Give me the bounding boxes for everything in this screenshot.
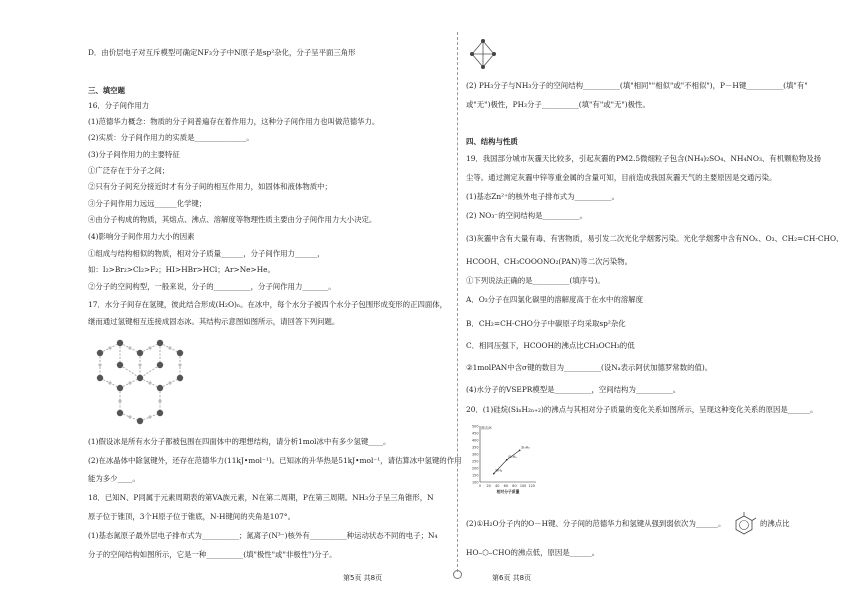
x-tick-label: 60 xyxy=(503,484,509,488)
y-tick-label: 150 xyxy=(472,473,479,478)
option-d: D．由价层电子对互斥模型可确定NF₃分子中N原子是sp²杂化，分子呈平面三角形 xyxy=(88,48,356,57)
q16-line: (3)分子间作用力的主要特征 xyxy=(88,150,180,159)
q16-title: 16．分子间作用力 xyxy=(88,101,150,110)
x-tick-label: 120 xyxy=(528,484,535,488)
q16-line: ②只有分子间充分接近时才有分子间的相互作用力，如固体和液体物质中； xyxy=(88,182,332,191)
x-tick-label: 20 xyxy=(486,484,491,488)
q19-title: 19．我国部分城市灰霾天比较多，引起灰霾的PM2.5微细粒子包含(NH₄)₂SO₄、NH₄NO₃、有机颗粒物及扬 xyxy=(466,154,822,163)
data-label: Si₃H₈ xyxy=(521,445,530,450)
y-tick-label: 100 xyxy=(472,480,479,485)
x-tick-label: 0 xyxy=(478,484,482,488)
q16-line: (2)实质：分子间作用力的实质是______________。 xyxy=(88,133,254,142)
y-tick-label: 500 xyxy=(472,424,479,429)
q19-sub1: (1)基态Zn²⁺的核外电子排布式为__________。 xyxy=(466,192,619,201)
q19-option-b: B．CH₂=CH-CHO分子中碳原子均采取sp²杂化 xyxy=(466,319,626,328)
q19-choice-prompt: ①下列说法正确的是__________(填序号)。 xyxy=(466,276,605,285)
ice-structure-figure xyxy=(90,333,190,425)
data-point xyxy=(519,449,521,451)
n4-molecule-figure xyxy=(468,38,498,70)
y-axis-label: 沸点/K xyxy=(481,426,492,430)
salicylaldehyde-structure-figure xyxy=(731,511,757,537)
data-point xyxy=(506,459,508,461)
x-tick-label: 100 xyxy=(519,484,527,488)
silane-boiling-point-chart xyxy=(464,422,542,502)
y-tick-label: 400 xyxy=(472,438,479,443)
q17-sub2-cont: 能为多少____。 xyxy=(88,474,140,483)
q19-option-c: C．相同压强下，HCOOH的沸点比CH₃OCH₃的低 xyxy=(466,341,635,350)
q19-sub4: (4)水分子的VSEPR模型是__________，空间结构为__________。 xyxy=(466,385,681,394)
y-tick-label: 200 xyxy=(472,466,479,471)
x-tick-label: 80 xyxy=(512,484,517,488)
q16-line: ①组成与结构相似的物质，相对分子质量______，分子间作用力______， xyxy=(88,249,325,258)
x-axis-label: 相对分子质量 xyxy=(496,489,520,494)
y-tick-label: 300 xyxy=(472,452,479,457)
q16-line: (4)影响分子间作用力大小的因素 xyxy=(88,232,195,241)
q18-line: 原子位于锥顶，3个H原子位于锥底，N-H键间的夹角是107°。 xyxy=(88,512,295,521)
q17-line: 继而通过氢键相互连接成固态冰。其结构示意图如图所示，请回答下列问题。 xyxy=(88,317,340,326)
q19-option-a: A．O₃分子在四氯化碳里的溶解度高于在水中的溶解度 xyxy=(466,295,643,304)
q16-line: (1)范德华力概念：物质的分子间普遍存在着作用力，这种分子间作用力也叫做范德华力。 xyxy=(88,117,380,126)
q19-sub3: (3)灰霾中含有大量有毒、有害物质，易引发二次光化学烟雾污染。光化学烟雾中含有NOₓ、O₃、CH₂=CH-CHO、 xyxy=(466,234,844,243)
q19-sub3-cont: HCOOH、CH₃COOONO₂(PAN)等二次污染物。 xyxy=(466,257,633,266)
q20-compare-text: 的沸点比 xyxy=(760,519,790,528)
q18-title: 18．已知N、P同属于元素周期表的第VA族元素，N在第二周期，P在第三周期。NH₃分子呈三角锥形，N xyxy=(88,493,434,502)
y-tick-label: 450 xyxy=(472,431,479,436)
q20-sub2: (2)①H₂O分子内的O－H键、分子间的范德华力和氢键从强到弱依次为______。 xyxy=(466,519,726,528)
q20-reason: HO–⬡–CHO的沸点低，原因是______。 xyxy=(466,548,600,557)
q18-sub2-cont: 或"无")极性，PH₃分子__________(填"有"或"无")极性。 xyxy=(466,100,650,109)
y-tick-label: 250 xyxy=(472,459,479,464)
data-label: SiH₄ xyxy=(495,468,503,473)
data-label: Si₂H₆ xyxy=(508,454,517,459)
section-heading-fill-in: 三、填空题 xyxy=(88,86,125,95)
x-tick-label: 40 xyxy=(495,484,500,488)
section-heading-structure: 四、结构与性质 xyxy=(466,137,518,146)
data-point xyxy=(493,473,495,475)
page-number-left: 第5页 共8页 xyxy=(343,574,383,582)
q16-line: ④由分子构成的物质，其熔点、沸点、溶解度等物理性质主要由分子间作用力大小决定。 xyxy=(88,215,377,224)
q16-line: ②分子的空间构型，一般来说，分子的__________，分子间作用力_______。 xyxy=(88,282,336,291)
q19-line: 尘等。通过测定灰霾中锌等重金属的含量可知，目前造成我国灰霾天气的主要原因是交通污染。 xyxy=(466,173,777,182)
q20-title: 20．(1)硅烷(SiₙH₂ₙ₊₂)的沸点与其相对分子质量的变化关系如图所示，呈现这种变化关系的原因是______。 xyxy=(466,405,818,414)
q17-sub2: (2)在冰晶体中除氢键外，还存在范德华力(11kJ•mol⁻¹)。已知冰的升华热是51kJ•mol⁻¹，请估算冰中氢键的作用 xyxy=(88,456,462,465)
q19-sub2: (2) NO₃⁻的空间结构是__________。 xyxy=(466,211,587,220)
q18-sub1: (1)基态氮原子最外层电子排布式为__________；氮离子(N³⁻)核外有__________种运动状态不同的电子；N₄ xyxy=(88,531,438,540)
q16-line: 如：I₂>Br₂>Cl₂>F₂；HI>HBr>HCl；Ar>Ne>He。 xyxy=(88,265,275,274)
right-page xyxy=(430,0,860,608)
q17-sub1: (1)假设冰是所有水分子都被包围在四面体中的理想结构，请分析1mol冰中有多少氢键____。 xyxy=(88,437,391,446)
q19-pan-sigma: ②1molPAN中含σ键的数目为__________(设Nₐ表示阿伏加德罗常数的值)。 xyxy=(466,363,713,372)
q18-sub2: (2) PH₃分子与NH₃分子的空间结构__________(填"相同""相似"或"不相似")，P－H键__________(填"有" xyxy=(466,81,808,90)
q16-line: ①广泛存在于分子之间； xyxy=(88,166,170,175)
q17-title: 17．水分子间存在氢键，彼此结合形成(H₂O)ₙ。在冰中，每个水分子被四个水分子包围形成变形的正四面体， xyxy=(88,300,448,309)
page-number-right: 第6页 共8页 xyxy=(492,574,532,582)
q16-line: ③分子间作用力远远______化学键； xyxy=(88,199,207,208)
y-tick-label: 350 xyxy=(472,445,479,450)
q18-sub1-cont: 分子的空间结构如图所示，它是一种__________(填"极性"或"非极性")分子。 xyxy=(88,550,337,559)
